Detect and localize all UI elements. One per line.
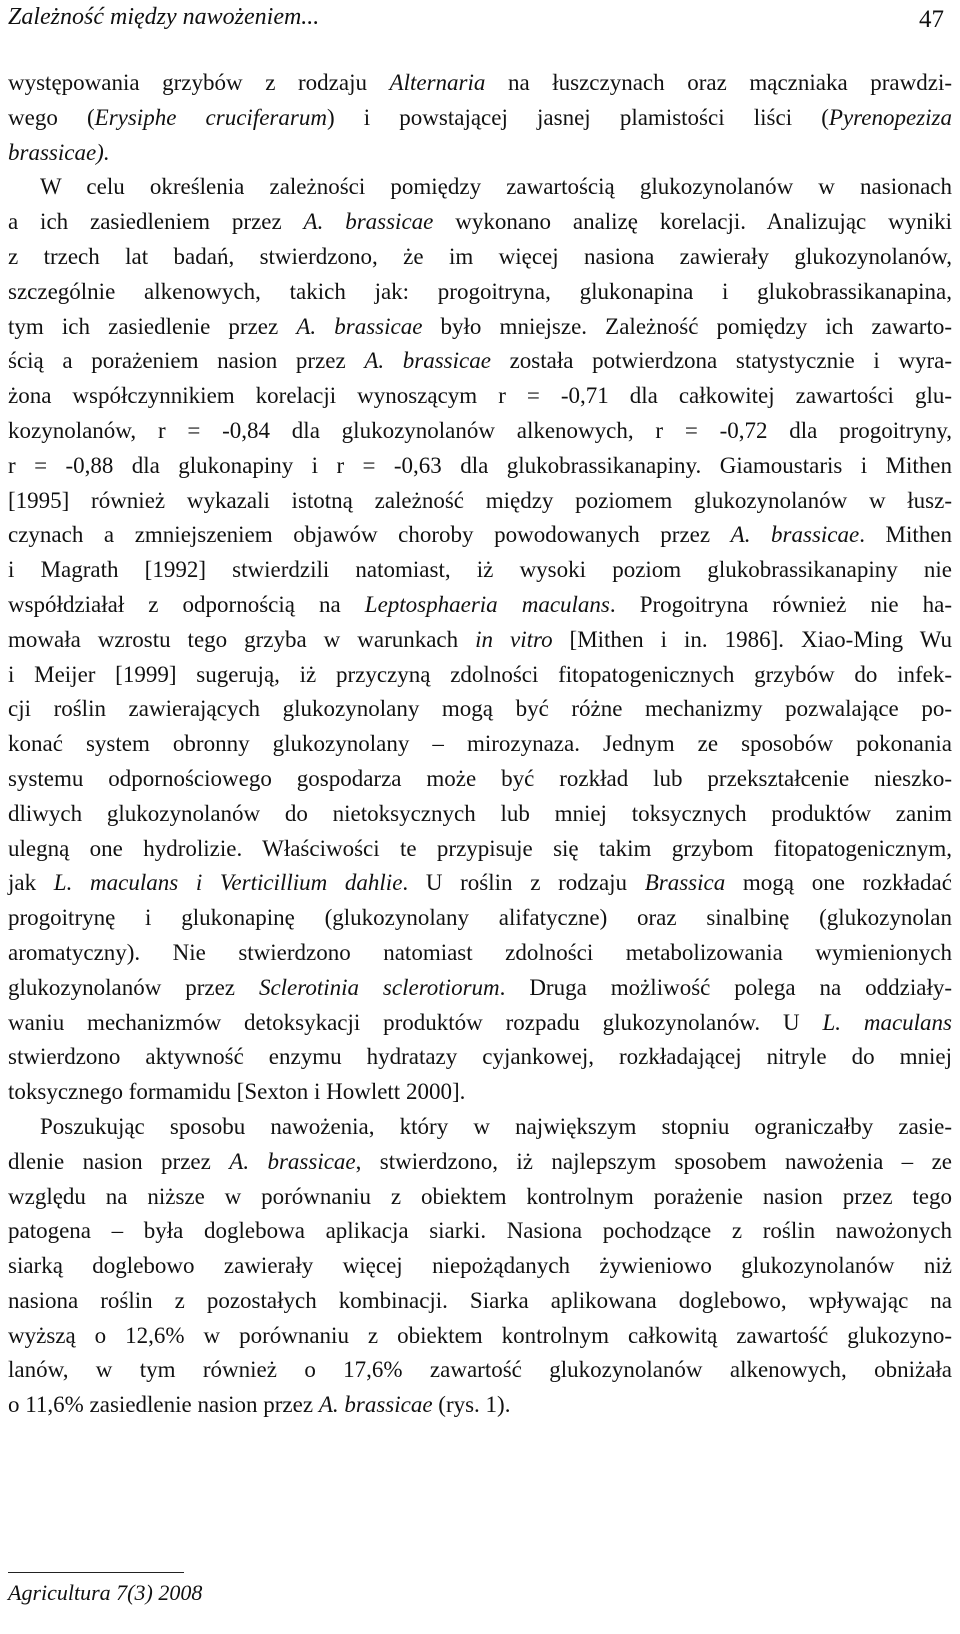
text-run: mogą one rozkładać	[725, 870, 952, 896]
text-run: (rys. 1).	[432, 1392, 511, 1418]
text-line	[8, 1214, 952, 1249]
text-line	[8, 866, 952, 901]
text-line	[8, 205, 952, 240]
text-run: Poszukując sposobu nawożenia, który w największym stopniu ograniczałby zasie-	[40, 1113, 952, 1139]
text-run: . U roślin z rodzaju	[402, 870, 645, 896]
text-line	[8, 832, 952, 867]
text-run: z trzech lat badań, stwierdzono, że im więcej nasiona zawierały glukozynolanów,	[8, 243, 952, 269]
running-header	[8, 2, 952, 46]
running-title: Zależność między nawożeniem...	[8, 4, 320, 30]
text-line	[8, 1075, 952, 1110]
text-run: [Mithen i in. 1986]. Xiao-Ming Wu	[552, 626, 953, 652]
paragraph	[8, 170, 952, 1110]
text-line	[8, 1110, 952, 1145]
text-line	[8, 936, 952, 971]
text-line	[8, 1319, 952, 1354]
text-line	[8, 240, 952, 275]
text-line	[8, 1353, 952, 1388]
text-line	[8, 449, 952, 484]
text-run: została potwierdzona statystycznie i wyra-	[490, 348, 953, 374]
text-run: systemu odpornościowego gospodarza może być rozkład lub przekształcenie nieszko-	[8, 765, 952, 791]
text-line	[8, 1006, 952, 1041]
text-line	[8, 1180, 952, 1215]
paragraph	[8, 1110, 952, 1423]
paragraph	[8, 66, 952, 170]
text-run: wykonano analizę korelacji. Analizując wyniki	[433, 209, 952, 235]
journal-footer: Agricultura 7(3) 2008	[8, 1580, 203, 1605]
text-run: na łuszczynach oraz mączniaka prawdzi-	[485, 70, 952, 95]
text-run: progoitrynę i glukonapinę (glukozynolany alifatyczne) oraz sinalbinę (glukozynolan	[8, 905, 952, 931]
text-run: siarką doglebowo zawierały więcej niepożądanych żywieniowo glukozynolanów niż	[8, 1253, 952, 1279]
text-run: mowała wzrostu tego grzyba w warunkach	[8, 626, 476, 652]
italic-run: A. brassicae	[229, 1148, 356, 1174]
text-run: W celu określenia zależności pomiędzy zawartością glukozynolanów w nasionach	[40, 174, 952, 200]
italic-run: A. brassicae	[303, 209, 434, 235]
italic-run: A. brassicae	[318, 1392, 433, 1418]
text-line	[8, 1145, 952, 1180]
text-line	[8, 762, 952, 797]
italic-run: Leptosphaeria maculans	[364, 591, 610, 617]
text-run: ścią a porażeniem nasion przez	[8, 348, 365, 374]
text-line	[8, 136, 952, 171]
text-run: czynach a zmniejszeniem objawów choroby powodowanych przez	[8, 522, 731, 548]
italic-run: Pyrenopeziza	[828, 104, 952, 130]
text-run: jak	[8, 870, 54, 896]
text-run: aromatyczny). Nie stwierdzono natomiast zdolności metabolizowania wymienionych	[8, 939, 952, 965]
text-line	[8, 692, 952, 727]
text-run: stwierdzono aktywność enzymu hydratazy cyjankowej, rozkładającej nitryle do mniej	[8, 1044, 952, 1070]
text-run: żona współczynnikiem korelacji wynoszącym r = -0,71 dla całkowitej zawartości glu-	[8, 383, 952, 409]
text-run: i Meijer [1999] sugerują, iż przyczyną zdolności fitopatogenicznych grzybów do infek-	[8, 661, 952, 687]
text-run: tym ich zasiedlenie przez	[8, 313, 297, 339]
text-line	[8, 797, 952, 832]
text-line	[8, 971, 952, 1006]
text-line	[8, 484, 952, 519]
text-line	[8, 1388, 952, 1423]
text-line	[8, 553, 952, 588]
article-body	[8, 66, 952, 1423]
text-run: współdziałał z odpornością na	[8, 591, 365, 617]
text-run: było mniejsze. Zależność pomiędzy ich zawarto-	[422, 313, 953, 339]
italic-run: A. brassicae	[730, 522, 860, 548]
text-run: lanów, w tym również o 17,6% zawartość glukozynolanów alkenowych, obniżała	[8, 1357, 952, 1383]
text-run: a ich zasiedleniem przez	[8, 209, 304, 235]
text-line	[8, 901, 952, 936]
text-run: . Progoitryna również nie ha-	[609, 591, 952, 617]
italic-run: Brassica	[644, 870, 726, 896]
text-line	[8, 623, 952, 658]
text-run: [1995] również wykazali istotną zależność między poziomem glukozynolanów w łusz-	[8, 487, 952, 513]
italic-run: Sclerotinia sclerotiorum	[258, 974, 500, 1000]
text-run: patogena – była doglebowa aplikacja siarki. Nasiona pochodzące z roślin nawożonych	[8, 1218, 952, 1244]
text-run: nasiona roślin z pozostałych kombinacji. Siarka aplikowana doglebowo, wpływając na	[8, 1287, 952, 1313]
page-number: 47	[919, 6, 944, 33]
text-run: o 11,6% zasiedlenie nasion przez	[8, 1392, 319, 1418]
text-run: występowania grzybów z rodzaju	[8, 70, 390, 95]
text-line	[8, 1249, 952, 1284]
text-run: wyższą o 12,6% w porównaniu z obiektem kontrolnym całkowitą zawartość glukozyno-	[8, 1322, 952, 1348]
text-line	[8, 1040, 952, 1075]
text-line	[8, 170, 952, 205]
text-line	[8, 66, 952, 101]
italic-run: L. maculans	[822, 1009, 953, 1035]
italic-run: brassicae).	[8, 139, 110, 165]
italic-run: Alternaria	[389, 70, 486, 95]
text-run: , stwierdzono, iż najlepszym sposobem nawożenia – ze	[355, 1148, 953, 1174]
text-run: r = -0,88 dla glukonapiny i r = -0,63 dla glukobrassikanapiny. Giamoustaris i Mithen	[8, 452, 952, 478]
text-line	[8, 518, 952, 553]
italic-run: in vitro	[475, 626, 553, 652]
italic-run: Erysiphe cruciferarum	[94, 104, 327, 130]
italic-run: A. brassicae	[364, 348, 491, 374]
text-run: względu na niższe w porównaniu z obiektem kontrolnym porażenie nasion przez tego	[8, 1183, 952, 1209]
text-line	[8, 344, 952, 379]
footer-divider	[8, 1572, 184, 1573]
text-run: szczególnie alkenowych, takich jak: progoitryna, glukonapina i glukobrassikanapina,	[8, 278, 952, 304]
text-run: ulegną one hydrolizie. Właściwości te przypisuje się takim grzybom fitopatogenicznym,	[8, 835, 952, 861]
italic-run: L. maculans i Verticillium dahlie	[53, 870, 403, 896]
text-run: dlenie nasion przez	[8, 1148, 230, 1174]
text-run: dliwych glukozynolanów do nietoksycznych lub mniej toksycznych produktów zanim	[8, 800, 952, 826]
italic-run: A. brassicae	[296, 313, 423, 339]
text-line	[8, 588, 952, 623]
text-run: . Mithen	[859, 522, 952, 548]
text-run: wego (	[8, 104, 95, 130]
text-run: kozynolanów, r = -0,84 dla glukozynolanów alkenowych, r = -0,72 dla progoitryny,	[8, 417, 952, 443]
text-run: toksycznego formamidu [Sexton i Howlett 2000].	[8, 1079, 466, 1105]
text-run: ) i powstającej jasnej plamistości liści (	[326, 104, 829, 130]
text-run: i Magrath [1992] stwierdzili natomiast, iż wysoki poziom glukobrassikanapiny nie	[8, 557, 952, 583]
text-run: waniu mechanizmów detoksykacji produktów rozpadu glukozynolanów. U	[8, 1009, 823, 1035]
text-run: glukozynolanów przez	[8, 974, 259, 1000]
text-line	[8, 275, 952, 310]
text-line	[8, 379, 952, 414]
text-line	[8, 101, 952, 136]
text-run: . Druga możliwość polega na oddziały-	[499, 974, 952, 1000]
text-line	[8, 414, 952, 449]
text-line	[8, 727, 952, 762]
text-run: cji roślin zawierających glukozynolany mogą być różne mechanizmy pozwalające po-	[8, 696, 952, 722]
text-line	[8, 310, 952, 345]
text-line	[8, 658, 952, 693]
text-run: konać system obronny glukozynolany – mirozynaza. Jednym ze sposobów pokonania	[8, 731, 952, 757]
text-line	[8, 1284, 952, 1319]
